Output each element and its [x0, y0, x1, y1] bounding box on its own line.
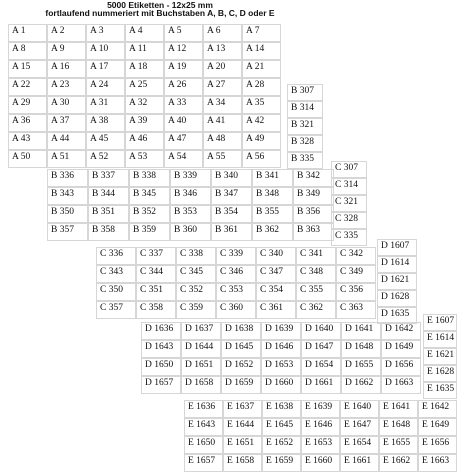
number-label: E 1661 — [340, 454, 379, 472]
number-label: B 335 — [287, 152, 323, 169]
number-label: A 55 — [203, 150, 242, 168]
number-label: E 1647 — [340, 418, 379, 436]
number-label: B 351 — [88, 205, 129, 223]
number-label: D 1646 — [261, 340, 301, 358]
number-label: D 1639 — [261, 322, 301, 340]
number-label: E 1648 — [379, 418, 418, 436]
number-label: A 36 — [8, 114, 47, 132]
number-label: C 355 — [296, 283, 336, 301]
number-label: B 343 — [47, 187, 88, 205]
number-label: E 1651 — [223, 436, 262, 454]
number-label: A 50 — [8, 150, 47, 168]
sheet-title: 5000 Etiketten - 12x25 mm — [107, 0, 213, 10]
number-label: C 350 — [96, 283, 136, 301]
number-label: A 29 — [8, 96, 47, 114]
number-label: A 30 — [47, 96, 86, 114]
number-label: A 48 — [203, 132, 242, 150]
number-label: D 1659 — [221, 376, 261, 394]
number-label: D 1662 — [341, 376, 381, 394]
number-label: A 10 — [86, 42, 125, 60]
number-label: E 1645 — [262, 418, 301, 436]
number-label: A 1 — [8, 24, 47, 42]
number-label: D 1644 — [181, 340, 221, 358]
number-label: A 12 — [164, 42, 203, 60]
number-label: C 347 — [256, 265, 296, 283]
number-label: C 363 — [336, 301, 376, 319]
number-label: D 1656 — [381, 358, 421, 376]
number-label: D 1642 — [381, 322, 421, 340]
number-label: C 321 — [331, 195, 367, 212]
number-label: C 360 — [216, 301, 256, 319]
number-label: A 52 — [86, 150, 125, 168]
number-label: D 1648 — [341, 340, 381, 358]
number-label: B 353 — [170, 205, 211, 223]
number-label: D 1638 — [221, 322, 261, 340]
number-label: C 349 — [336, 265, 376, 283]
number-label: A 51 — [47, 150, 86, 168]
number-label: C 351 — [136, 283, 176, 301]
number-label: E 1636 — [184, 400, 223, 418]
number-label: A 6 — [203, 24, 242, 42]
number-label: B 356 — [293, 205, 334, 223]
number-label: A 8 — [8, 42, 47, 60]
number-label: E 1637 — [223, 400, 262, 418]
number-label: C 346 — [216, 265, 256, 283]
number-label: E 1641 — [379, 400, 418, 418]
number-label: B 344 — [88, 187, 129, 205]
number-label: C 356 — [336, 283, 376, 301]
number-label: A 2 — [47, 24, 86, 42]
number-label: E 1614 — [423, 331, 457, 348]
number-label: B 346 — [170, 187, 211, 205]
number-label: D 1607 — [377, 239, 417, 256]
number-label: A 5 — [164, 24, 203, 42]
number-label: A 16 — [47, 60, 86, 78]
number-label: B 361 — [211, 223, 252, 241]
number-label: A 24 — [86, 78, 125, 96]
number-label: E 1635 — [423, 382, 457, 399]
number-label: E 1650 — [184, 436, 223, 454]
number-label: D 1652 — [221, 358, 261, 376]
number-label: D 1651 — [181, 358, 221, 376]
number-label: E 1662 — [379, 454, 418, 472]
number-label: C 335 — [331, 229, 367, 246]
number-label: B 362 — [252, 223, 293, 241]
number-label: D 1650 — [141, 358, 181, 376]
number-label: B 321 — [287, 118, 323, 135]
number-label: A 34 — [203, 96, 242, 114]
number-label: C 338 — [176, 247, 216, 265]
number-label: C 361 — [256, 301, 296, 319]
number-label: B 339 — [170, 169, 211, 187]
number-label: A 43 — [8, 132, 47, 150]
number-label: B 354 — [211, 205, 252, 223]
number-label: A 39 — [125, 114, 164, 132]
number-label: B 347 — [211, 187, 252, 205]
number-label: C 339 — [216, 247, 256, 265]
number-label: D 1614 — [377, 256, 417, 273]
number-label: D 1663 — [381, 376, 421, 394]
number-label: C 352 — [176, 283, 216, 301]
number-label: A 18 — [125, 60, 164, 78]
number-label: C 345 — [176, 265, 216, 283]
number-label: A 27 — [203, 78, 242, 96]
number-label: A 20 — [203, 60, 242, 78]
number-label: D 1658 — [181, 376, 221, 394]
number-label: B 345 — [129, 187, 170, 205]
number-label: B 355 — [252, 205, 293, 223]
number-label: C 354 — [256, 283, 296, 301]
number-label: C 337 — [136, 247, 176, 265]
number-label: E 1607 — [423, 314, 457, 331]
number-label: D 1643 — [141, 340, 181, 358]
number-label: B 342 — [293, 169, 334, 187]
number-label: B 349 — [293, 187, 334, 205]
number-label: A 35 — [242, 96, 281, 114]
number-label: D 1661 — [301, 376, 341, 394]
number-label: D 1660 — [261, 376, 301, 394]
number-label: A 19 — [164, 60, 203, 78]
number-label: E 1644 — [223, 418, 262, 436]
number-label: A 14 — [242, 42, 281, 60]
number-label: A 25 — [125, 78, 164, 96]
number-label: B 307 — [287, 84, 323, 101]
number-label: A 56 — [242, 150, 281, 168]
number-label: E 1660 — [301, 454, 340, 472]
number-label: C 342 — [336, 247, 376, 265]
number-label: B 341 — [252, 169, 293, 187]
number-label: A 49 — [242, 132, 281, 150]
number-label: E 1659 — [262, 454, 301, 472]
number-label: E 1640 — [340, 400, 379, 418]
number-label: D 1647 — [301, 340, 341, 358]
number-label: A 37 — [47, 114, 86, 132]
number-label: C 340 — [256, 247, 296, 265]
number-label: C 307 — [331, 161, 367, 178]
number-label: D 1655 — [341, 358, 381, 376]
number-label: E 1656 — [418, 436, 457, 454]
number-label: A 23 — [47, 78, 86, 96]
number-label: D 1628 — [377, 290, 417, 307]
number-label: C 344 — [136, 265, 176, 283]
number-label: E 1639 — [301, 400, 340, 418]
number-label: D 1654 — [301, 358, 341, 376]
number-label: A 53 — [125, 150, 164, 168]
number-label: D 1621 — [377, 273, 417, 290]
number-label: A 15 — [8, 60, 47, 78]
number-label: C 341 — [296, 247, 336, 265]
number-label: E 1643 — [184, 418, 223, 436]
number-label: C 343 — [96, 265, 136, 283]
number-label: A 28 — [242, 78, 281, 96]
number-label: E 1649 — [418, 418, 457, 436]
number-label: E 1652 — [262, 436, 301, 454]
number-label: A 42 — [242, 114, 281, 132]
number-label: E 1657 — [184, 454, 223, 472]
number-label: A 44 — [47, 132, 86, 150]
number-label: A 41 — [203, 114, 242, 132]
number-label: D 1637 — [181, 322, 221, 340]
number-label: C 336 — [96, 247, 136, 265]
number-label: E 1654 — [340, 436, 379, 454]
number-label: B 358 — [88, 223, 129, 241]
number-label: A 47 — [164, 132, 203, 150]
number-label: C 348 — [296, 265, 336, 283]
number-label: A 33 — [164, 96, 203, 114]
number-label: A 11 — [125, 42, 164, 60]
number-label: E 1658 — [223, 454, 262, 472]
number-label: B 348 — [252, 187, 293, 205]
number-label: A 7 — [242, 24, 281, 42]
number-label: A 4 — [125, 24, 164, 42]
number-label: A 46 — [125, 132, 164, 150]
number-label: D 1653 — [261, 358, 301, 376]
number-label: D 1640 — [301, 322, 341, 340]
number-label: D 1635 — [377, 307, 417, 324]
number-label: B 340 — [211, 169, 252, 187]
number-label: A 9 — [47, 42, 86, 60]
number-label: A 3 — [86, 24, 125, 42]
number-label: A 22 — [8, 78, 47, 96]
number-label: C 314 — [331, 178, 367, 195]
number-label: A 54 — [164, 150, 203, 168]
number-label: D 1641 — [341, 322, 381, 340]
number-label: B 360 — [170, 223, 211, 241]
number-label: D 1645 — [221, 340, 261, 358]
number-label: A 38 — [86, 114, 125, 132]
number-label: A 17 — [86, 60, 125, 78]
number-label: E 1621 — [423, 348, 457, 365]
number-label: C 362 — [296, 301, 336, 319]
number-label: E 1642 — [418, 400, 457, 418]
number-label: C 357 — [96, 301, 136, 319]
number-label: D 1657 — [141, 376, 181, 394]
number-label: A 26 — [164, 78, 203, 96]
number-label: A 13 — [203, 42, 242, 60]
number-label: D 1649 — [381, 340, 421, 358]
number-label: B 336 — [47, 169, 88, 187]
number-label: B 338 — [129, 169, 170, 187]
sheet-subtitle: fortlaufend nummeriert mit Buchstaben A, B, C, D oder E — [45, 8, 275, 18]
number-label: B 363 — [293, 223, 334, 241]
number-label: B 314 — [287, 101, 323, 118]
number-label: C 359 — [176, 301, 216, 319]
number-label: B 328 — [287, 135, 323, 152]
number-label: B 359 — [129, 223, 170, 241]
number-label: D 1636 — [141, 322, 181, 340]
number-label: E 1655 — [379, 436, 418, 454]
number-label: E 1663 — [418, 454, 457, 472]
number-label: A 45 — [86, 132, 125, 150]
number-label: A 21 — [242, 60, 281, 78]
number-label: B 352 — [129, 205, 170, 223]
number-label: E 1646 — [301, 418, 340, 436]
number-label: A 31 — [86, 96, 125, 114]
number-label: C 353 — [216, 283, 256, 301]
number-label: A 32 — [125, 96, 164, 114]
number-label: A 40 — [164, 114, 203, 132]
number-label: B 357 — [47, 223, 88, 241]
number-label: E 1628 — [423, 365, 457, 382]
number-label: B 337 — [88, 169, 129, 187]
number-label: E 1638 — [262, 400, 301, 418]
number-label: B 350 — [47, 205, 88, 223]
number-label: C 328 — [331, 212, 367, 229]
number-label: E 1653 — [301, 436, 340, 454]
number-label: C 358 — [136, 301, 176, 319]
